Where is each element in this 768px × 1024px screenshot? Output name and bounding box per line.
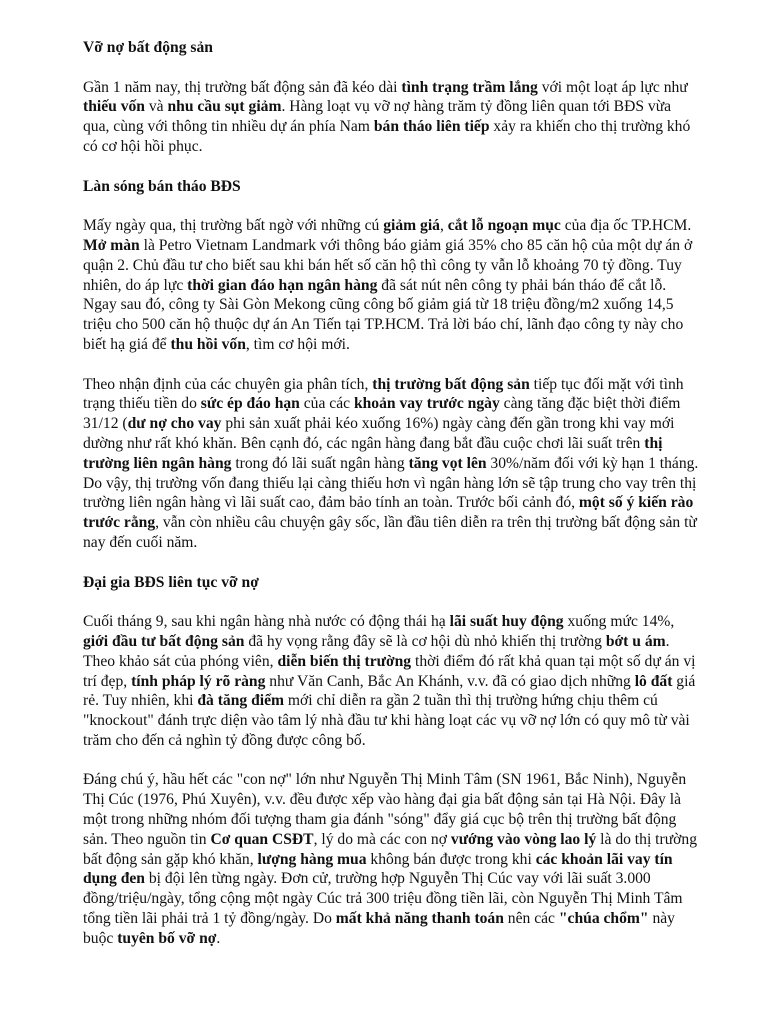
text-run: xảy ra khiến cho thị trường khó có cơ hội hồi phục. [83, 118, 691, 155]
paragraph-intro [83, 78, 701, 157]
bold-run: thiếu vốn [83, 98, 145, 116]
text-run: xuống mức 14%, [563, 613, 675, 631]
bold-run: đà tăng điểm [197, 692, 285, 710]
text-run: của địa ốc TP.HCM. [560, 217, 692, 235]
text-run: Cuối tháng 9, sau khi ngân hàng nhà nước có động thái hạ [83, 613, 450, 631]
bold-run: thị trường bất động sản [372, 375, 530, 393]
text-run: , lý do mà các con nợ [313, 830, 451, 848]
bold-run: "chúa chổm" [558, 910, 649, 928]
paragraph-ban-thao [83, 216, 701, 355]
bold-run: bớt u ám [605, 632, 666, 650]
bold-run: nhu cầu sụt giảm [167, 98, 282, 116]
bold-run: cắt lỗ ngoạn mục [447, 217, 561, 235]
text-run: mới chỉ diễn ra gần 2 tuần thì thị trường hứng chịu thêm cú "knockout" đánh trực diện vào tâm lý nhà đầu tư khi hàng loạt các vụ vỡ nợ lớn có quy mô từ vài trăm cho đến cả nghìn tỷ đồng được công bố. [83, 692, 690, 749]
bold-run: tình trạng trầm lắng [401, 78, 538, 96]
text-run: Theo nhận định của các chuyên gia phân tích, [83, 375, 373, 393]
bold-run: bán tháo liên tiếp [373, 118, 490, 136]
text-run: giá rẻ. Tuy nhiên, khi [83, 672, 696, 710]
bold-run: lô đất [634, 672, 673, 690]
paragraph-nhan-dinh [83, 375, 701, 553]
text-run: càng tăng đặc biệt thời điểm 31/12 ( [83, 395, 681, 433]
text-run: thời điểm đó rất khả quan tại một số dự án vị trí đẹp, [83, 652, 696, 690]
bold-run: lãi suất huy động [449, 613, 564, 631]
text-run: Đáng chú ý, hầu hết các "con nợ" lớn như Nguyễn Thị Minh Tâm (SN 1961, Bắc Ninh), Nguyễn Thị Cúc (1976, Phú Xuyên), v.v. đều được xếp vào hàng đại gia bất động sản tại Hà Nội. Đây là một trong những nhóm đối tượng tham gia đánh "sóng" đẩy giá cục bộ trên thị trường bất động sản. Theo nguồn tin [83, 771, 687, 848]
bold-run: vướng vào vòng lao lý [450, 830, 597, 848]
text-run: , [439, 217, 448, 235]
text-run: . [216, 929, 221, 947]
bold-run: giảm giá [383, 217, 440, 235]
text-run: . Theo khảo sát của phóng viên, [83, 632, 670, 670]
text-run: không bán được trong khi [366, 850, 536, 868]
document-page [83, 38, 701, 968]
text-run: đã hy vọng rằng đây sẽ là cơ hội dù nhỏ khiến thị trường [244, 632, 606, 650]
section-heading-dai-gia: Đại gia BĐS liên tục vỡ nợ [83, 573, 259, 591]
bold-run: tính pháp lý rõ ràng [131, 672, 266, 690]
text-run: , vẫn còn nhiều câu chuyện gây sốc, lần đầu tiên diễn ra trên thị trường bất động sản từ nay đến cuối năm. [83, 514, 697, 551]
text-run: trong đó lãi suất ngân hàng [231, 454, 409, 472]
bold-run: thị trường liên ngân hàng [83, 434, 663, 472]
text-run: phi sản xuất phải kéo xuống 16%) ngày càng đến gần trong khi vay mới dường như rất khó khăn. Bên cạnh đó, các ngân hàng đang bắt đầu cuộc chơi lãi suất trên [83, 415, 675, 452]
bold-run: Cơ quan CSĐT [210, 830, 314, 848]
text-run: này buộc [83, 910, 675, 947]
bold-run: tuyên bố vỡ nợ [117, 929, 217, 947]
bold-run: sức ép đáo hạn [200, 395, 300, 413]
text-run: của các [299, 395, 354, 413]
bold-run: tăng vọt lên [408, 454, 487, 472]
text-run: Mấy ngày qua, thị trường bất ngờ với những cú [83, 217, 384, 235]
text-run: như Văn Canh, Bắc An Khánh, v.v. đã có giao dịch những [265, 672, 635, 690]
text-run: là Petro Vietnam Landmark với thông báo giảm giá 35% cho 85 căn hộ của một dự án ở quận 2. Chủ đầu tư cho biết sau khi bán hết số căn hộ thì công ty vẫn lỗ khoảng 70 tỷ đồng. Tuy nhiên, do áp lực [83, 236, 693, 294]
bold-run: Mở màn [83, 236, 140, 254]
text-run: tiếp tục đối mặt với tình trạng thiếu tiền do [83, 375, 684, 413]
text-run: bị đội lên từng ngày. Đơn cử, trường hợp Nguyễn Thị Cúc vay với lãi suất 3.000 đồng/triệu/ngày, tổng cộng một ngày Cúc trả 300 triệu đồng tiền lãi, còn Nguyễn Thị Minh Tâm tổng tiền lãi phải trả 1 tỷ đồng/ngày. Do [83, 870, 683, 928]
text-run: 30%/năm đối với kỳ hạn 1 tháng. Do vậy, thị trường vốn đang thiếu lại càng thiếu hơn vì ngân hàng lớn sẽ tập trung cho vay trên thị trường liên ngân hàng vì lãi suất cao, đảm bảo tính an toàn. Trước bối cảnh đó, [83, 454, 699, 512]
bold-run: mất khả năng thanh toán [335, 910, 504, 928]
text-run: Gần 1 năm nay, thị trường bất động sản đã kéo dài [83, 78, 402, 96]
section-heading-vo-no: Vỡ nợ bất động sản [83, 39, 213, 56]
bold-run: khoản vay trước ngày [353, 395, 500, 413]
bold-run: thu hồi vốn [170, 335, 246, 353]
text-run: là do thị trường bất động sản gặp khó khăn, [83, 830, 697, 868]
text-run: đã sát nút nên công ty phải bán tháo để cắt lỗ. Ngay sau đó, công ty Sài Gòn Mekong cũng công bố giảm giá từ 18 triệu đồng/m2 xuống 14,5 triệu cho 500 căn hộ thuộc dự án An Tiến tại TP.HCM. Trả lời báo chí, lãnh đạo công ty này cho biết hạ giá để [83, 276, 684, 353]
text-run: với một loạt áp lực như [537, 78, 688, 96]
text-run: . Hàng loạt vụ vỡ nợ hàng trăm tỷ đồng liên quan tới BĐS vừa qua, cùng với thông tin nhiều dự án phía Nam [83, 98, 672, 136]
text-run: , tìm cơ hội mới. [245, 335, 350, 353]
bold-run: diễn biến thị trường [277, 652, 412, 670]
bold-run: các khoản lãi vay tín dụng đen [83, 850, 673, 888]
text-run: và [144, 98, 168, 116]
bold-run: lượng hàng mua [257, 850, 367, 868]
text-run: nên các [503, 910, 559, 928]
paragraph-cuoi-thang-9 [83, 612, 701, 751]
section-heading-ban-thao: Làn sóng bán tháo BĐS [83, 177, 241, 195]
bold-run: thời gian đáo hạn ngân hàng [187, 276, 378, 294]
paragraph-con-no [83, 770, 701, 948]
bold-run: một số ý kiến rào trước rằng [83, 494, 694, 532]
bold-run: giới đầu tư bất động sản [83, 632, 245, 650]
bold-run: dư nợ cho vay [127, 415, 222, 433]
